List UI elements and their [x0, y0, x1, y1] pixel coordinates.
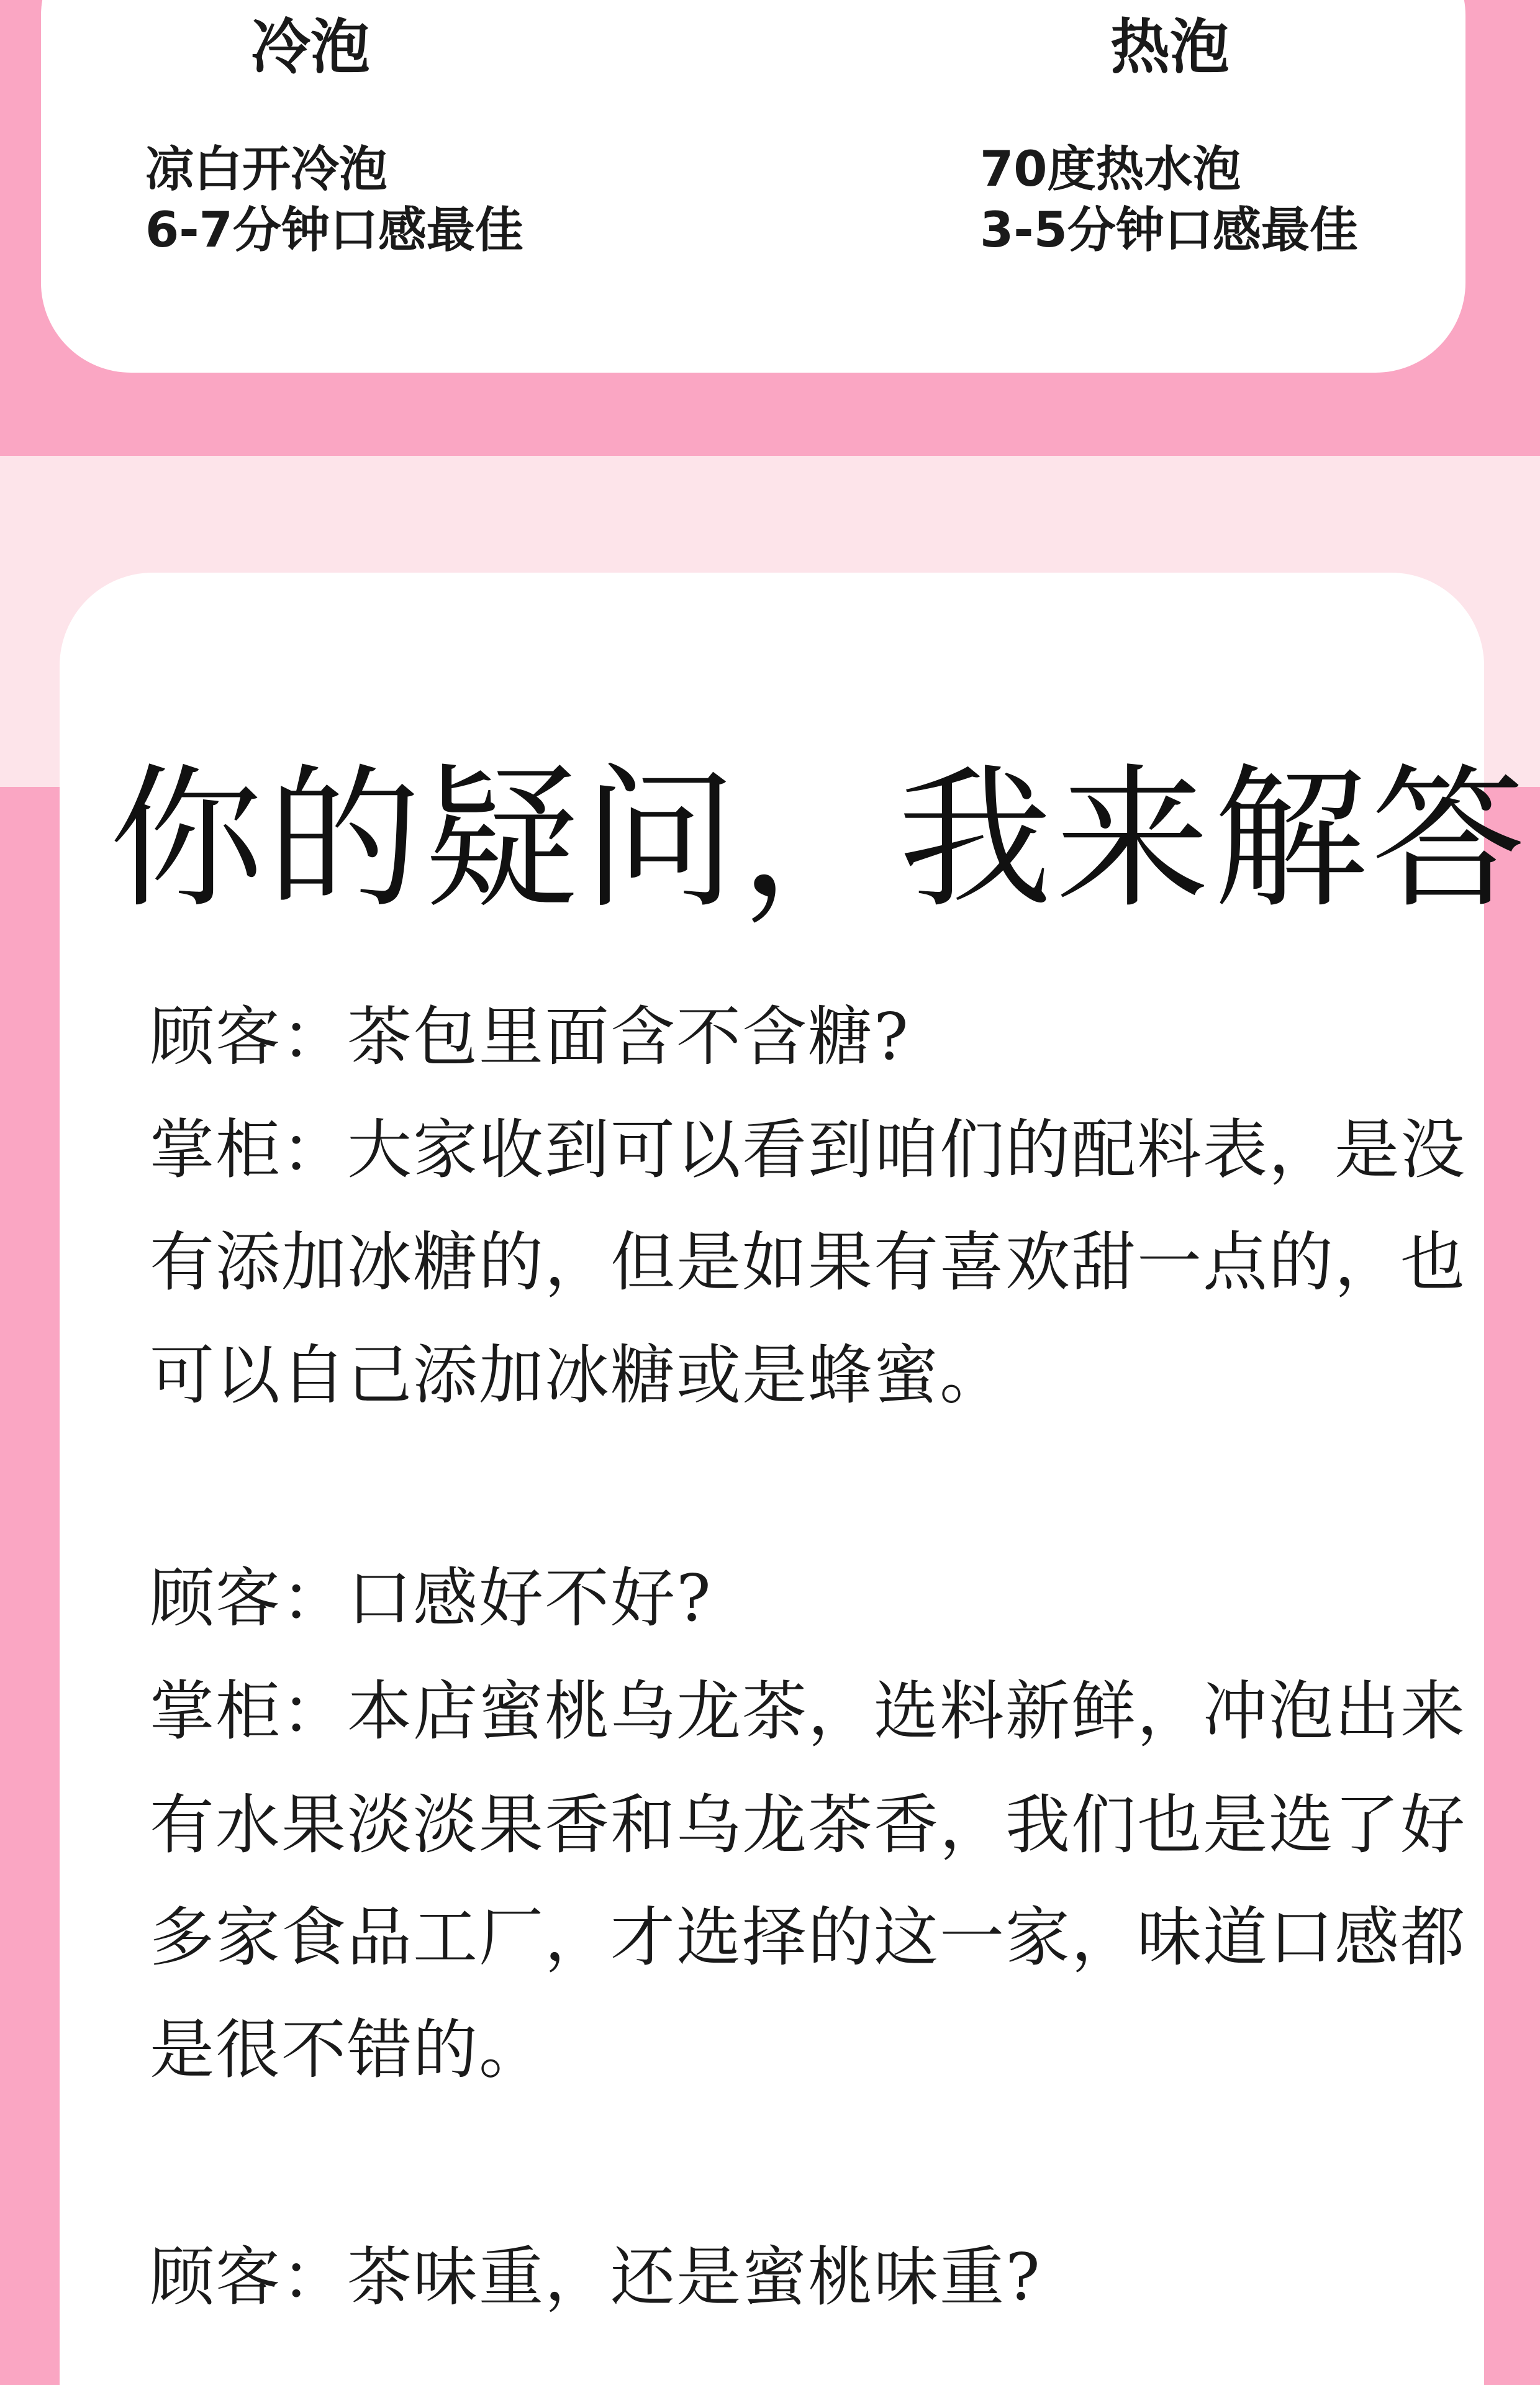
hot-brew-time: 3-5分钟口感最佳	[980, 202, 1358, 258]
faq-answer-1-line-2: 有添加冰糖的，但是如果有喜欢甜一点的，也	[150, 1224, 1467, 1300]
faq-question-1: 顾客：茶包里面含不含糖?	[150, 999, 910, 1074]
faq-question-2: 顾客：口感好不好?	[150, 1560, 712, 1636]
faq-answer-2-line-2: 有水果淡淡果香和乌龙茶香，我们也是选了好	[150, 1787, 1467, 1863]
faq-answer-2-line-3: 多家食品工厂，才选择的这一家，味道口感都	[150, 1899, 1467, 1975]
faq-title: 你的疑问，我来解答	[109, 750, 1529, 929]
cold-brew-instruction: 凉白开冷泡	[145, 142, 388, 198]
cold-brew-time: 6-7分钟口感最佳	[145, 202, 523, 258]
brewing-method-card	[41, 0, 1465, 373]
hot-brew-instruction: 70度热水泡	[980, 142, 1241, 198]
faq-question-3: 顾客：茶味重，还是蜜桃味重?	[150, 2239, 1041, 2315]
faq-answer-1-line-1: 掌柜：大家收到可以看到咱们的配料表，是没	[150, 1112, 1467, 1188]
faq-card	[60, 573, 1529, 2385]
faq-answer-2-line-4: 是很不错的。	[150, 2012, 545, 2087]
faq-answer-1-line-3: 可以自己添加冰糖或是蜂蜜。	[150, 1337, 1006, 1413]
hot-brew-title: 热泡	[1110, 12, 1230, 82]
faq-answer-2-line-1: 掌柜：本店蜜桃乌龙茶，选料新鲜，冲泡出来	[150, 1673, 1467, 1749]
cold-brew-title: 冷泡	[251, 12, 370, 82]
